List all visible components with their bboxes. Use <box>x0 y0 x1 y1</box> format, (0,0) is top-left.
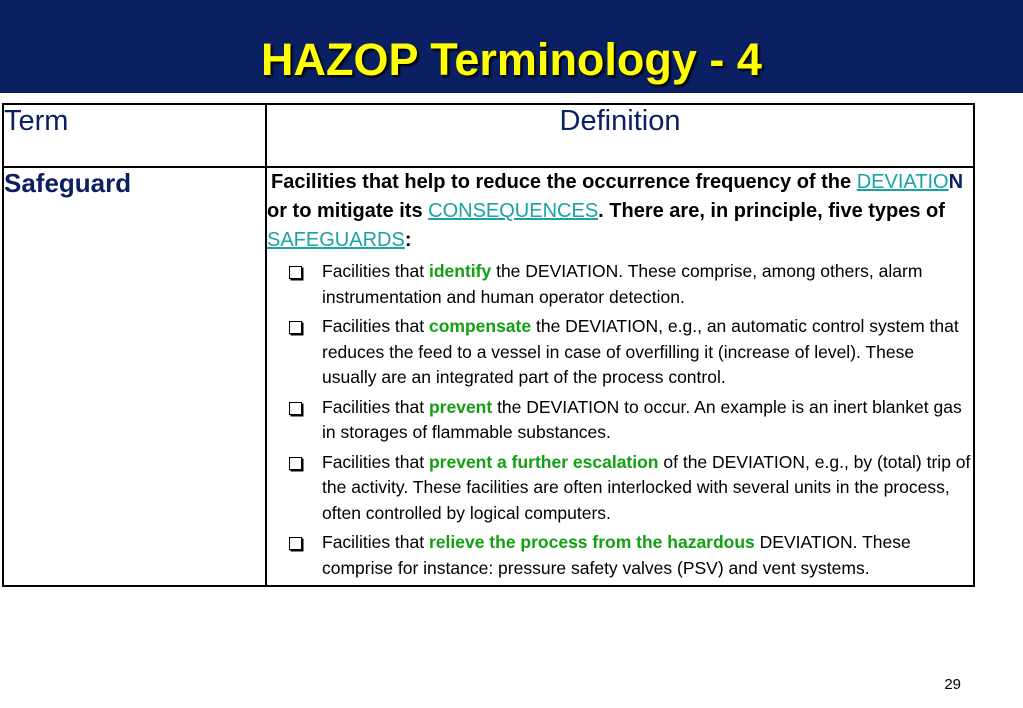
bullet-highlight: identify <box>428 261 492 281</box>
term-cell: Safeguard <box>3 167 266 586</box>
list-item <box>289 259 973 310</box>
bullet-text: Facilities that <box>322 261 429 281</box>
bullet-highlight: relieve the process from the hazardous <box>428 532 755 552</box>
slide-title: HAZOP Terminology - 4 <box>261 34 762 85</box>
page-number: 29 <box>944 676 961 693</box>
bullet-text: the DEVIATION, e.g., an automatic control system that reduces the feed to a vessel in case of overfilling it (increase of level). These usually are an integrated part of the process control. <box>322 316 959 387</box>
bullet-text: Facilities that <box>322 451 429 472</box>
bullet-text: the DEVIATION. These comprise, among others, alarm instrumentation and human operator detection. <box>322 261 923 307</box>
safeguard-types-list <box>267 259 973 581</box>
bullet-highlight: compensate <box>428 316 532 336</box>
terminology-table <box>2 103 975 587</box>
bullet-text: Facilities that <box>322 316 429 336</box>
checkbox-bullet-icon <box>289 537 302 550</box>
column-header-term: Term <box>3 104 266 167</box>
checkbox-bullet-icon <box>289 457 302 470</box>
deviation-link-end: N <box>948 171 964 193</box>
checkbox-bullet-icon <box>289 321 302 334</box>
table-row <box>3 167 974 586</box>
checkbox-bullet-icon <box>289 402 302 415</box>
intro-text: . There are, in principle, five types of <box>598 200 945 222</box>
safeguards-link[interactable]: SAFEGUARDS <box>267 229 405 251</box>
bullet-text: Facilities that <box>322 396 429 417</box>
list-item <box>289 395 973 446</box>
deviation-link[interactable]: DEVIATIO <box>856 171 949 193</box>
table-header-row <box>3 104 974 167</box>
list-item <box>289 450 973 527</box>
consequences-link[interactable]: CONSEQUENCES <box>428 200 599 222</box>
column-header-definition: Definition <box>266 104 974 167</box>
bullet-text: the DEVIATION to occur. An example is an inert blanket gas in storages of flammable substances. <box>322 396 962 442</box>
definition-cell <box>266 167 974 586</box>
intro-text: : <box>404 229 412 251</box>
bullet-highlight: prevent a further escalation <box>428 451 659 472</box>
bullet-text: DEVIATION. These comprise for instance: pressure safety valves (PSV) and vent systems. <box>322 532 911 578</box>
bullet-text: of the DEVIATION, e.g., by (total) trip of the activity. These facilities are often interlocked with several units in the process, often controlled by logical computers. <box>322 451 971 523</box>
intro-text: or to mitigate its <box>267 200 429 222</box>
bullet-highlight: prevent <box>428 396 493 417</box>
intro-text: Facilities that help to reduce the occurrence frequency of the <box>271 171 857 193</box>
list-item <box>289 314 973 391</box>
bullet-text: Facilities that <box>322 532 429 552</box>
definition-intro <box>267 168 973 255</box>
list-item <box>289 530 973 581</box>
checkbox-bullet-icon <box>289 266 302 279</box>
